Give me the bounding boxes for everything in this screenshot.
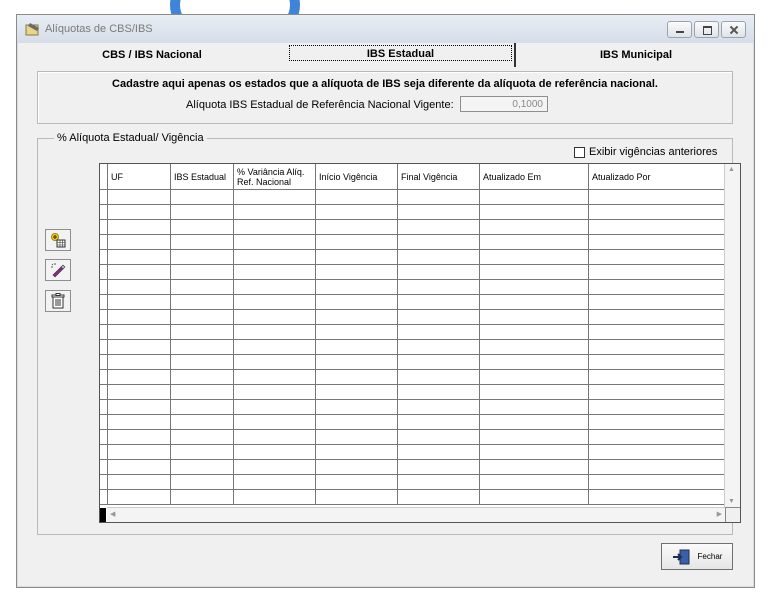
table-cell[interactable] — [480, 340, 589, 355]
table-cell[interactable] — [171, 460, 234, 475]
table-cell[interactable] — [234, 355, 316, 370]
table-cell[interactable] — [316, 460, 398, 475]
horizontal-scrollbar[interactable] — [107, 507, 725, 522]
table-cell[interactable] — [589, 310, 725, 325]
table-cell[interactable] — [234, 430, 316, 445]
show-previous-label: Exibir vigências anteriores — [589, 146, 718, 158]
window-controls — [667, 21, 746, 38]
tab-label: IBS Estadual — [366, 48, 435, 60]
scroll-right-arrow-icon[interactable]: ▶ — [716, 511, 722, 518]
table-cell[interactable] — [100, 340, 108, 355]
table-row[interactable] — [100, 415, 725, 430]
table-cell[interactable] — [234, 400, 316, 415]
table-cell[interactable] — [108, 235, 171, 250]
table-cell[interactable] — [171, 430, 234, 445]
grid-header-row — [100, 164, 725, 190]
column-header-label: IBS Estadual — [174, 171, 227, 182]
table-cell[interactable] — [480, 415, 589, 430]
table-cell[interactable] — [589, 445, 725, 460]
table-cell[interactable] — [234, 280, 316, 295]
table-cell[interactable] — [234, 190, 316, 205]
table-cell[interactable] — [398, 430, 480, 445]
column-header-label: Início Vigência — [319, 171, 378, 182]
table-cell[interactable] — [100, 265, 108, 280]
column-header-label: Atualizado Em — [483, 171, 542, 182]
table-cell[interactable] — [171, 385, 234, 400]
table-cell[interactable] — [171, 250, 234, 265]
tab-ibs-municipal[interactable] — [514, 43, 756, 67]
tab-focus-outline — [289, 45, 512, 61]
add-record-icon — [50, 232, 66, 248]
table-cell[interactable] — [171, 280, 234, 295]
table-cell[interactable] — [316, 385, 398, 400]
table-cell[interactable] — [108, 325, 171, 340]
table-cell[interactable] — [108, 310, 171, 325]
table-cell[interactable] — [171, 265, 234, 280]
table-cell[interactable] — [108, 265, 171, 280]
table-cell[interactable] — [108, 475, 171, 490]
table-row[interactable] — [100, 280, 725, 295]
table-row[interactable] — [100, 310, 725, 325]
table-cell[interactable] — [108, 460, 171, 475]
column-header-label: UF — [111, 171, 123, 182]
table-cell[interactable] — [108, 400, 171, 415]
table-cell[interactable] — [589, 235, 725, 250]
table-cell[interactable] — [589, 460, 725, 475]
table-cell[interactable] — [171, 400, 234, 415]
scroll-up-arrow-icon[interactable]: ▲ — [728, 166, 735, 173]
table-row[interactable] — [100, 490, 725, 505]
table-cell[interactable] — [589, 325, 725, 340]
checkbox-box[interactable] — [574, 147, 585, 158]
table-cell[interactable] — [234, 415, 316, 430]
table-cell[interactable] — [234, 265, 316, 280]
table-cell[interactable] — [398, 340, 480, 355]
table-cell[interactable] — [398, 370, 480, 385]
table-cell[interactable] — [100, 280, 108, 295]
tab-cbs-ibs-nacional[interactable] — [17, 43, 287, 67]
table-cell[interactable] — [589, 205, 725, 220]
table-cell[interactable] — [480, 445, 589, 460]
table-cell[interactable] — [100, 475, 108, 490]
column-header-label: Atualizado Por — [592, 171, 651, 182]
table-cell[interactable] — [316, 295, 398, 310]
table-cell[interactable] — [234, 460, 316, 475]
table-cell[interactable] — [480, 400, 589, 415]
table-cell[interactable] — [589, 385, 725, 400]
scrollbar-corner — [725, 507, 740, 522]
table-cell[interactable] — [480, 460, 589, 475]
table-cell[interactable] — [398, 325, 480, 340]
edit-record-icon — [50, 262, 66, 278]
table-cell[interactable] — [398, 280, 480, 295]
table-cell[interactable] — [108, 415, 171, 430]
table-cell[interactable] — [316, 205, 398, 220]
table-cell[interactable] — [398, 310, 480, 325]
table-cell[interactable] — [171, 205, 234, 220]
column-header-label: % Variância Alíq. Ref. Nacional — [237, 166, 305, 187]
reference-rate-label: Alíquota IBS Estadual de Referência Nacional Vigente: — [186, 99, 454, 111]
table-cell[interactable] — [234, 205, 316, 220]
column-header-uf[interactable] — [108, 164, 171, 190]
info-message: Cadastre aqui apenas os estados que a alíquota de IBS seja diferente da alíquota de referência nacional. — [112, 78, 658, 90]
column-header-variancia[interactable] — [234, 164, 316, 190]
table-cell[interactable] — [108, 445, 171, 460]
table-cell[interactable] — [589, 280, 725, 295]
table-row[interactable] — [100, 400, 725, 415]
row-indicator-header — [100, 164, 108, 190]
table-cell[interactable] — [171, 295, 234, 310]
table-cell[interactable] — [398, 460, 480, 475]
table-cell[interactable] — [589, 415, 725, 430]
table-cell[interactable] — [480, 250, 589, 265]
maximize-button[interactable] — [694, 21, 719, 38]
table-cell[interactable] — [398, 190, 480, 205]
table-cell[interactable] — [316, 250, 398, 265]
table-cell[interactable] — [234, 295, 316, 310]
table-cell[interactable] — [108, 340, 171, 355]
table-cell[interactable] — [100, 415, 108, 430]
table-cell[interactable] — [398, 415, 480, 430]
table-cell[interactable] — [234, 385, 316, 400]
table-cell[interactable] — [480, 355, 589, 370]
table-cell[interactable] — [398, 475, 480, 490]
edit-button[interactable] — [45, 259, 71, 281]
table-cell[interactable] — [316, 340, 398, 355]
table-cell[interactable] — [589, 355, 725, 370]
table-cell[interactable] — [480, 475, 589, 490]
tab-bar — [17, 43, 754, 67]
aliquotas-window — [16, 14, 755, 588]
table-cell[interactable] — [316, 415, 398, 430]
table-cell[interactable] — [589, 250, 725, 265]
table-cell[interactable] — [480, 370, 589, 385]
info-panel — [37, 71, 733, 124]
column-header-label: Final Vigência — [401, 171, 458, 182]
table-cell[interactable] — [316, 355, 398, 370]
table-cell[interactable] — [480, 280, 589, 295]
column-header-inicio-vigencia[interactable] — [316, 164, 398, 190]
delete-button[interactable] — [45, 290, 71, 312]
tab-label: IBS Municipal — [599, 49, 673, 61]
table-cell[interactable] — [398, 295, 480, 310]
table-cell[interactable] — [589, 475, 725, 490]
table-row[interactable] — [100, 220, 725, 235]
window-title: Alíquotas de CBS/IBS — [45, 23, 153, 35]
aliquota-grid[interactable] — [99, 163, 741, 523]
close-window-button[interactable] — [721, 21, 746, 38]
table-cell[interactable] — [316, 445, 398, 460]
table-cell[interactable] — [234, 220, 316, 235]
column-header-final-vigencia[interactable] — [398, 164, 480, 190]
table-cell[interactable] — [108, 490, 171, 505]
table-cell[interactable] — [171, 415, 234, 430]
table-cell[interactable] — [316, 325, 398, 340]
table-cell[interactable] — [234, 445, 316, 460]
title-bar[interactable] — [17, 15, 754, 43]
table-row[interactable] — [100, 460, 725, 475]
table-row[interactable] — [100, 250, 725, 265]
table-cell[interactable] — [316, 220, 398, 235]
table-cell[interactable] — [234, 235, 316, 250]
column-header-atualizado-em[interactable] — [480, 164, 589, 190]
table-cell[interactable] — [171, 235, 234, 250]
table-cell[interactable] — [480, 190, 589, 205]
table-row[interactable] — [100, 445, 725, 460]
table-cell[interactable] — [480, 205, 589, 220]
table-cell[interactable] — [171, 490, 234, 505]
table-cell[interactable] — [171, 370, 234, 385]
table-cell[interactable] — [589, 295, 725, 310]
table-cell[interactable] — [316, 190, 398, 205]
table-row[interactable] — [100, 295, 725, 310]
table-cell[interactable] — [100, 325, 108, 340]
table-cell[interactable] — [100, 400, 108, 415]
table-cell[interactable] — [100, 220, 108, 235]
table-cell[interactable] — [171, 310, 234, 325]
table-cell[interactable] — [316, 265, 398, 280]
table-row[interactable] — [100, 205, 725, 220]
table-cell[interactable] — [234, 310, 316, 325]
add-button[interactable] — [45, 229, 71, 251]
table-cell[interactable] — [108, 250, 171, 265]
table-cell[interactable] — [108, 370, 171, 385]
table-cell[interactable] — [100, 430, 108, 445]
table-cell[interactable] — [234, 475, 316, 490]
table-row[interactable] — [100, 235, 725, 250]
table-cell[interactable] — [100, 385, 108, 400]
reference-rate-field: 0,1000 — [460, 96, 548, 112]
minimize-button[interactable] — [667, 21, 692, 38]
table-cell[interactable] — [398, 250, 480, 265]
group-legend: % Alíquota Estadual/ Vigência — [54, 132, 207, 144]
table-cell[interactable] — [316, 280, 398, 295]
table-cell[interactable] — [100, 370, 108, 385]
table-row[interactable] — [100, 340, 725, 355]
table-cell[interactable] — [171, 475, 234, 490]
table-cell[interactable] — [100, 490, 108, 505]
table-cell[interactable] — [480, 385, 589, 400]
table-cell[interactable] — [100, 205, 108, 220]
table-cell[interactable] — [316, 310, 398, 325]
table-cell[interactable] — [100, 445, 108, 460]
scroll-down-arrow-icon[interactable]: ▼ — [728, 498, 735, 505]
tab-ibs-estadual[interactable] — [287, 43, 514, 67]
table-cell[interactable] — [234, 325, 316, 340]
table-cell[interactable] — [589, 430, 725, 445]
table-cell[interactable] — [171, 445, 234, 460]
table-row[interactable] — [100, 325, 725, 340]
table-cell[interactable] — [398, 400, 480, 415]
table-cell[interactable] — [398, 220, 480, 235]
trash-icon — [51, 293, 65, 309]
table-cell[interactable] — [171, 325, 234, 340]
table-cell[interactable] — [100, 235, 108, 250]
tab-label: CBS / IBS Nacional — [102, 49, 202, 61]
table-row[interactable] — [100, 385, 725, 400]
table-cell[interactable] — [171, 340, 234, 355]
table-cell[interactable] — [108, 385, 171, 400]
exit-door-icon — [672, 549, 692, 565]
table-cell[interactable] — [100, 460, 108, 475]
table-cell[interactable] — [234, 340, 316, 355]
table-cell[interactable] — [480, 430, 589, 445]
table-cell[interactable] — [171, 220, 234, 235]
table-cell[interactable] — [171, 355, 234, 370]
table-cell[interactable] — [480, 490, 589, 505]
table-cell[interactable] — [234, 490, 316, 505]
table-cell[interactable] — [398, 355, 480, 370]
row-indicator-marker — [100, 508, 106, 522]
table-cell[interactable] — [480, 325, 589, 340]
table-row[interactable] — [100, 430, 725, 445]
table-cell[interactable] — [398, 235, 480, 250]
table-cell[interactable] — [108, 205, 171, 220]
close-button-label: Fechar — [697, 552, 723, 561]
table-cell[interactable] — [100, 295, 108, 310]
table-cell[interactable] — [108, 295, 171, 310]
table-cell[interactable] — [589, 370, 725, 385]
table-cell[interactable] — [108, 355, 171, 370]
table-cell[interactable] — [480, 265, 589, 280]
table-cell[interactable] — [316, 400, 398, 415]
table-cell[interactable] — [316, 235, 398, 250]
table-cell[interactable] — [108, 190, 171, 205]
table-cell[interactable] — [589, 490, 725, 505]
table-cell[interactable] — [316, 490, 398, 505]
table-cell[interactable] — [398, 265, 480, 280]
table-cell[interactable] — [589, 220, 725, 235]
table-cell[interactable] — [100, 190, 108, 205]
grid-body — [100, 190, 725, 505]
aliquota-vigencia-group — [37, 132, 735, 535]
table-cell[interactable] — [100, 355, 108, 370]
table-cell[interactable] — [480, 220, 589, 235]
table-cell[interactable] — [398, 490, 480, 505]
app-icon — [25, 22, 41, 36]
table-row[interactable] — [100, 370, 725, 385]
table-cell[interactable] — [398, 385, 480, 400]
vertical-scrollbar[interactable] — [724, 164, 740, 507]
table-cell[interactable] — [108, 220, 171, 235]
column-header-ibs-estadual[interactable] — [171, 164, 234, 190]
table-cell[interactable] — [480, 295, 589, 310]
table-cell[interactable] — [480, 235, 589, 250]
table-cell[interactable] — [589, 340, 725, 355]
table-cell[interactable] — [108, 280, 171, 295]
table-cell[interactable] — [100, 250, 108, 265]
table-cell[interactable] — [589, 400, 725, 415]
table-cell[interactable] — [589, 190, 725, 205]
table-cell[interactable] — [398, 445, 480, 460]
table-row[interactable] — [100, 265, 725, 280]
table-cell[interactable] — [234, 250, 316, 265]
table-cell[interactable] — [234, 370, 316, 385]
close-button[interactable] — [661, 543, 733, 570]
table-row[interactable] — [100, 355, 725, 370]
scroll-left-arrow-icon[interactable]: ◀ — [110, 511, 116, 518]
table-cell[interactable] — [100, 310, 108, 325]
table-cell[interactable] — [589, 265, 725, 280]
column-header-atualizado-por[interactable] — [589, 164, 725, 190]
show-previous-checkbox[interactable] — [574, 146, 717, 158]
table-cell[interactable] — [316, 370, 398, 385]
table-cell[interactable] — [108, 430, 171, 445]
table-cell[interactable] — [480, 310, 589, 325]
table-cell[interactable] — [171, 190, 234, 205]
table-row[interactable] — [100, 475, 725, 490]
table-cell[interactable] — [316, 430, 398, 445]
table-cell[interactable] — [398, 205, 480, 220]
table-row[interactable] — [100, 190, 725, 205]
table-cell[interactable] — [316, 475, 398, 490]
